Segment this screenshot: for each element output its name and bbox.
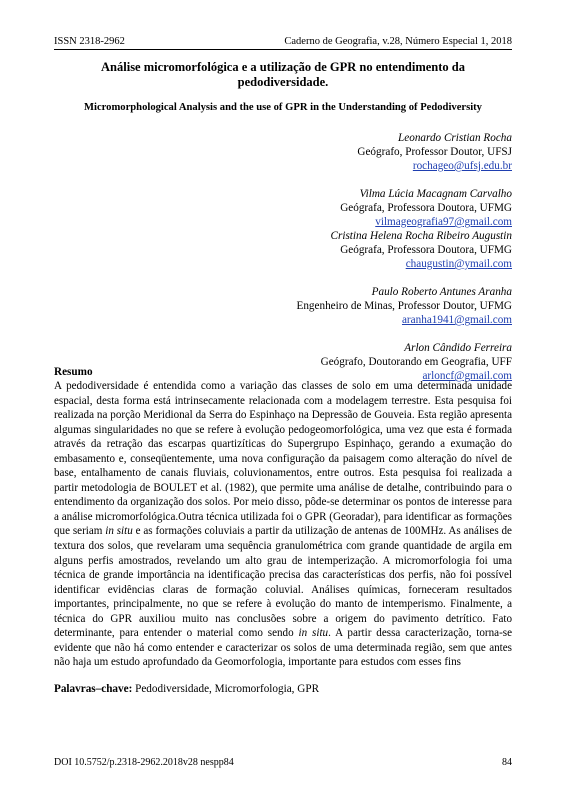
author-email-link[interactable]: arloncf@gmail.com [422, 370, 512, 382]
journal-citation: Caderno de Geografia, v.28, Número Especial 1, 2018 [284, 36, 512, 47]
author-affiliation: Geógrafo, Doutorando em Geografia, UFF [320, 356, 512, 368]
author-email-link[interactable]: rochageo@ufsj.edu.br [412, 160, 512, 172]
author-entry [212, 229, 512, 271]
keywords-label: Palavras–chave: [54, 683, 133, 695]
author-entry [212, 187, 512, 229]
keywords-text: Pedodiversidade, Micromorfologia, GPR [132, 683, 320, 695]
document-page [54, 0, 512, 800]
author-name: Vilma Lúcia Macagnam Carvalho [359, 188, 512, 200]
author-affiliation: Geógrafo, Professor Doutor, UFSJ [357, 146, 512, 158]
author-email-link[interactable]: chaugustin@ymail.com [405, 258, 512, 270]
author-name: Arlon Cândido Ferreira [404, 342, 512, 354]
page-number: 84 [502, 757, 512, 768]
author-entry [212, 131, 512, 173]
author-affiliation: Geógrafa, Professora Doutora, UFMG [340, 202, 512, 214]
keywords [54, 683, 512, 695]
abstract-heading: Resumo [54, 366, 93, 378]
author-email-link[interactable]: vilmageografia97@gmail.com [375, 216, 512, 228]
author-affiliation: Engenheiro de Minas, Professor Doutor, UFMG [296, 300, 512, 312]
author-list [212, 131, 512, 383]
abstract-body [54, 379, 512, 670]
author-email-link[interactable]: aranha1941@gmail.com [401, 314, 512, 326]
author-entry [212, 285, 512, 327]
doi: DOI 10.5752/p.2318-2962.2018v28 nespp84 [54, 757, 234, 768]
abstract-text: e as formações coluviais a partir da utilização de antenas de 100MHz. As análises de textura dos solos, que revelaram uma sequência granulométrica com grande quantidade de argila em alguns perfis amostrados, revelando um alto grau de intemperização. A micromorfologia foi uma técnica de grande importância na identificação precisa das características dos perfis, não foi possível identificar evidências claras de formação coluvial. Análises químicas, forneceram resultados importantes, principalmente, no que se refere à evolução do manto de intemperismo. Finalmente, a técnica do GPR auxiliou muito nas conclusões sobre a origem do pavimento detrítico. Fato determinante, para entender o material como sendo [54, 525, 512, 640]
abstract-text: A pedodiversidade é entendida como a variação das classes de solo em uma determinada unidade espacial, desta forma está intrinsecamente relacionada com a modelagem terrestre. Esta pesquisa foi realizada na porção Meridional da Serra do Espinhaço na Depressão de Gouveia. Esta região apresenta algumas singularidades no que se refere à evolução pedogeomorfológica, uma vez que esta é formada através da retração das escarpas quartizíticas do Supergrupo Espinhaço, gerando a exumação do embasamento e, conseqüentemente, uma nova configuração da paisagem como alteração do nível de base, entalhamento de canais fluviais, coluvionamentos, entre outros. Esta pesquisa foi realizada a partir metodologia de BOULET et al. (1982), que permite uma análise de detalhe, contribuindo para o entendimento da organização dos solos. Por meio disso, pôde-se determinar os pontos de interesse para a análise micromorfológica.Outra técnica utilizada foi o GPR (Georadar), para identificar as formações que seriam [54, 380, 512, 538]
issn: ISSN 2318-2962 [54, 36, 125, 47]
author-affiliation: Geógrafa, Professora Doutora, UFMG [340, 244, 512, 256]
author-entry [212, 341, 512, 383]
abstract-text: . A partir dessa caracterização, torna-se evidente que não há como entender e caracterizar os solos de uma determinada região, sem que antes não haja um estudo aprofundado da Geomorfologia, importante para estudos com esses fins [54, 627, 512, 669]
author-name: Cristina Helena Rocha Ribeiro Augustin [330, 230, 512, 242]
article-subtitle-english: Micromorphological Analysis and the use of GPR in the Understanding of Pedodiversity [84, 102, 482, 113]
article-title: Análise micromorfológica e a utilização de GPR no entendimento da pedodiversidade. [101, 60, 465, 89]
abstract-italic-term: in situ [105, 525, 133, 538]
abstract-italic-term: in situ [298, 627, 329, 640]
running-header [54, 36, 512, 50]
author-name: Paulo Roberto Antunes Aranha [371, 286, 512, 298]
author-name: Leonardo Cristian Rocha [398, 132, 512, 144]
header-rule [54, 49, 512, 50]
